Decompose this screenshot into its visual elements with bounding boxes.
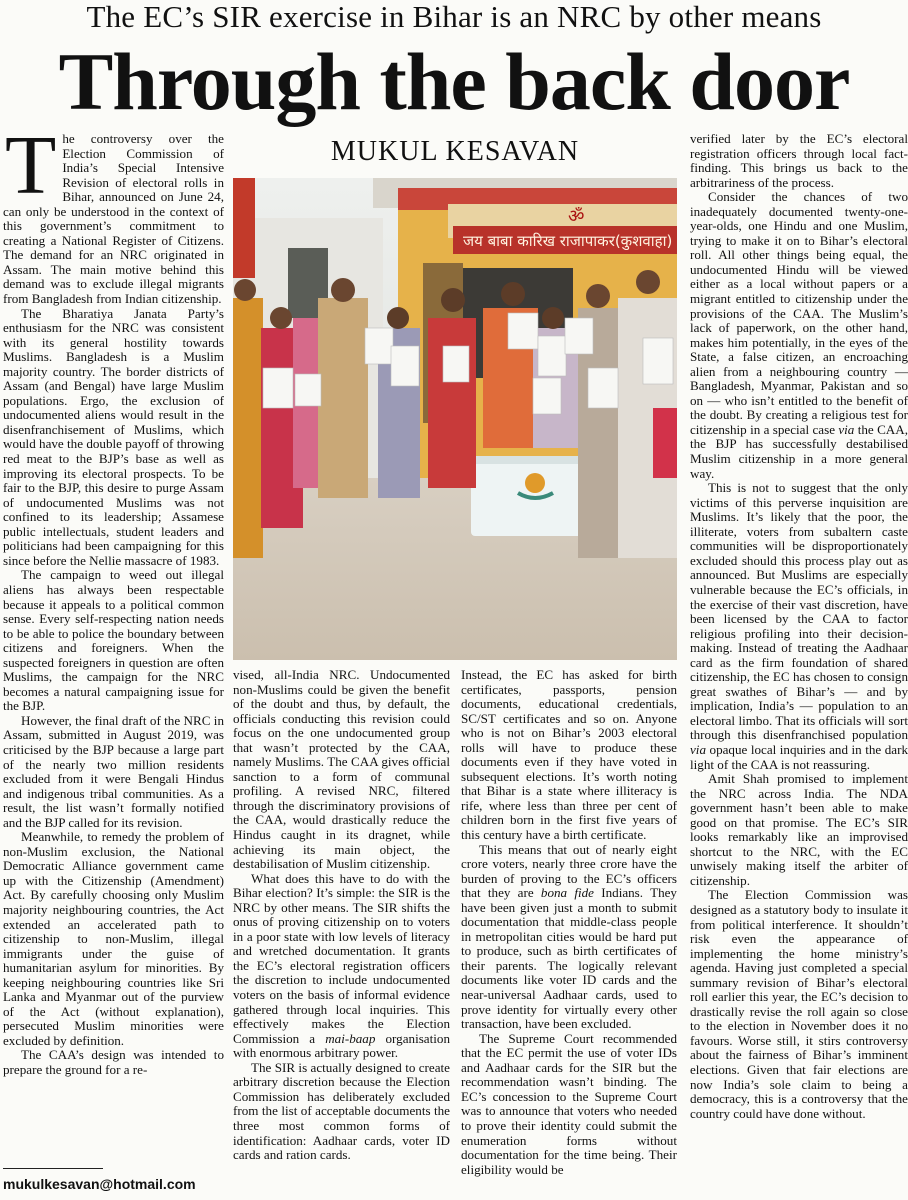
photo-illustration — [233, 178, 677, 660]
article-paragraph: However, the final draft of the NRC in Assam, submitted in August 2019, was criticised by the BJP because a large part of the nearly two million residents excluded from it were Bengali Hindus and indigenous tribal communities. As a result, the list wasn’t formally notified and the BJP called for its revision. — [3, 712, 224, 830]
kicker-subheadline: The EC’s SIR exercise in Bihar is an NRC by other means — [86, 0, 822, 34]
article-paragraph: Instead, the EC has asked for birth certificates, passports, pension documents, educational credentials, SC/ST certificates and so on. Anyone who is not on Bihar’s 2003 electoral rolls will have to produce these documents even if they have voted in subsequent elections. It’s worth noting that Bihar is a state where illiteracy is rife, where less than three per cent of children born in the first five years of this century have a birth certificate. — [461, 667, 677, 843]
article-paragraph: This is not to suggest that the only victims of this perverse inquisition are Muslims. It’s likely that the poor, the illiterate, voters from subaltern caste communities will be disproportionately excluded should this process play out as announced. But Muslims are especially vulnerable because the EC’s officials, in the exercise of their vast discretion, have been licensed by the CAA to factor religious profiling into their decision-making. Instead of treating the Aadhaar card as the firm foundation of shared citizenship, the EC has chosen to consign great swathes of Bihar’s — and by implication, India’s — population to an electoral limbo. That its officials will sort through this disenfranchised population via opaque local inquiries and in the dark light of the CAA is not reassuring. — [690, 480, 908, 772]
article-paragraph: The Supreme Court recommended that the EC permit the use of voter IDs and Aadhaar cards for the SIR but the recommendation wasn’t binding. The EC’s concession to the Supreme Court was to announce that voters who needed to prove their identity could submit the enumeration forms without documentation for the time being. Their eligibility would be — [461, 1030, 677, 1177]
photo-sign-text: जय बाबा कारिख राजापाकर(कुशवाहा) — [463, 232, 673, 250]
article-column-2 — [233, 668, 450, 1163]
footer-rule — [3, 1168, 103, 1169]
drop-cap: T — [5, 119, 57, 212]
article-paragraph: The Bharatiya Janata Party’s enthusiasm for the NRC was consistent with its general hostility towards Muslims. Bangladesh is a Muslim majority country. The border districts of Assam (and Bengal) have large Muslim populations. Ergo, the exclusion of undocumented aliens would result in the disenfranchisement of Muslims, which would have the double payoff of throwing red meat to the BJP’s base as well as improving its electoral prospects. To be fair to the BJP, this desire to purge Assam of undocumented Muslims was not confined to its leadership; Assamese public intellectuals, student leaders and politicians had been campaigning for this since before the Nellie massacre of 1983. — [3, 305, 224, 568]
headline: Through the back door — [58, 36, 850, 127]
article-paragraph: vised, all-India NRC. Undocumented non-Muslims could be given the benefit of the doubt and thus, by default, the officials conducting this revision could focus on the one undocumented group that wasn’t protected by the CAA, namely Muslims. The CAA gives official sanction to a form of communal profiling. A revised NRC, filtered through the discriminatory provisions of the CAA, would drastically reduce the Hindus caught in its dragnet, while achieving its main object, the destabilisation of Muslim citizenship. — [233, 667, 450, 872]
article-paragraph: The controversy over the Election Commission of India’s Special Intensive Revision of electoral rolls in Bihar, announced on June 24, can only be understood in the context of this government’s commitment to creating a National Register of Citizens. The demand for an NRC originated in Assam. The main motive behind this demand was to exclude illegal migrants from Bangladesh from Indian citizenship. — [3, 119, 224, 307]
author-email: mukulkesavan@hotmail.com — [3, 1176, 196, 1192]
article-paragraph: verified later by the EC’s electoral registration officers through local fact-finding. This brings us back to the arbitrariness of the process. — [690, 131, 908, 190]
article-paragraph: The SIR is actually designed to create arbitrary discretion because the Election Commission has deliberately excluded from the list of acceptable documents the three most common forms of identification: Aadhaar cards, voter ID cards and ration cards. — [233, 1059, 450, 1163]
article-paragraph: Amit Shah promised to implement the NRC across India. The NDA government hasn’t been able to make good on that promise. The EC’s SIR looks remarkably like an improvised shortcut to the NRC, with the EC unwisely making itself the arbiter of citizenship. — [690, 771, 908, 888]
article-paragraph: The campaign to weed out illegal aliens has always been respectable because it appeals to a political common sense. Every self-respecting nation needs to be able to police the boundary between citizens and foreigners. When the suspected foreigners in question are often Muslims, the campaign for the NRC becomes a natural campaigning issue for the BJP. — [3, 567, 224, 714]
byline: MUKUL KESAVAN — [330, 136, 580, 167]
article-paragraph: This means that out of nearly eight crore voters, nearly three crore have the burden of proving to the EC’s officers that they are bona fide Indians. They have been given just a month to submit documentation that middle-class people in metropolitan cities would be hard put to produce, such as birth certificates of their parents. The logically relevant documents like voter ID cards and the near-universal Aadhaar cards, used to prove identity for virtually every other transaction, have been excluded. — [461, 841, 677, 1032]
article-paragraph: The CAA’s design was intended to prepare the ground for a re- — [3, 1047, 224, 1077]
om-symbol: ॐ — [568, 206, 585, 227]
article-column-4 — [690, 132, 908, 1121]
news-photo — [233, 178, 677, 660]
article-paragraph: Meanwhile, to remedy the problem of non-Muslim exclusion, the National Democratic Alliance government came up with the Citizenship (Amendment) Act. By carefully choosing only Muslim majority neighbouring countries, the Act extended an accelerated path to citizenship to non-Muslim, illegal immigrants under the guise of humanitarian asylum for minorities. By keeping neighbouring countries like Sri Lanka and Myanmar out of the purview of the Act (without explanation), persecuted Muslim minorities were excluded by definition. — [3, 829, 224, 1048]
article-paragraph: The Election Commission was designed as a statutory body to insulate it from political interference. It shouldn’t risk even the appearance of implementing the home ministry’s agenda. Having just completed a special summary revision of Bihar’s electoral roll earlier this year, the EC’s decision to drastically revise the roll again so close to the election in November does it no favours. Worse still, it stirs controversy about the fairness of Bihar’s imminent elections. Given that fair elections are now India’s sole claim to being a democracy, this is a controversy that the country could have done without. — [690, 887, 908, 1121]
article-paragraph: Consider the chances of two inadequately documented twenty-one-year-olds, one Hindu and one Muslim, trying to make it on to Bihar’s electoral roll. All other things being equal, the undocumented Hindu will be viewed either as a local without papers or a migrant entitled to citizenship under the provisions of the CAA. The Muslim’s lack of paperwork, on the other hand, makes him potentially, in the eyes of the State, a false citizen, an encroaching alien from a neighbouring country — Bangladesh, Myanmar, Pakistan and so on — who isn’t entitled to the benefit of the doubt. By creating a religious test for citizenship in a special case via the CAA, the BJP has successfully destabilised Muslim citizenship in a more general way. — [690, 189, 908, 481]
article-column-1 — [3, 119, 224, 1078]
article-paragraph: What does this have to do with the Bihar election? It’s simple: the SIR is the NRC by other means. The SIR shifts the onus of proving citizenship on to voters in a poor state with low levels of literacy and wretched documentation. It grants the EC’s electoral registration officers the discretion to include undocumented voters on the basis of informal evidence gathered through local inquiries. This effectively makes the Election Commission a mai-baap organisation with enormous arbitrary power. — [233, 870, 450, 1061]
article-column-3 — [461, 668, 677, 1177]
